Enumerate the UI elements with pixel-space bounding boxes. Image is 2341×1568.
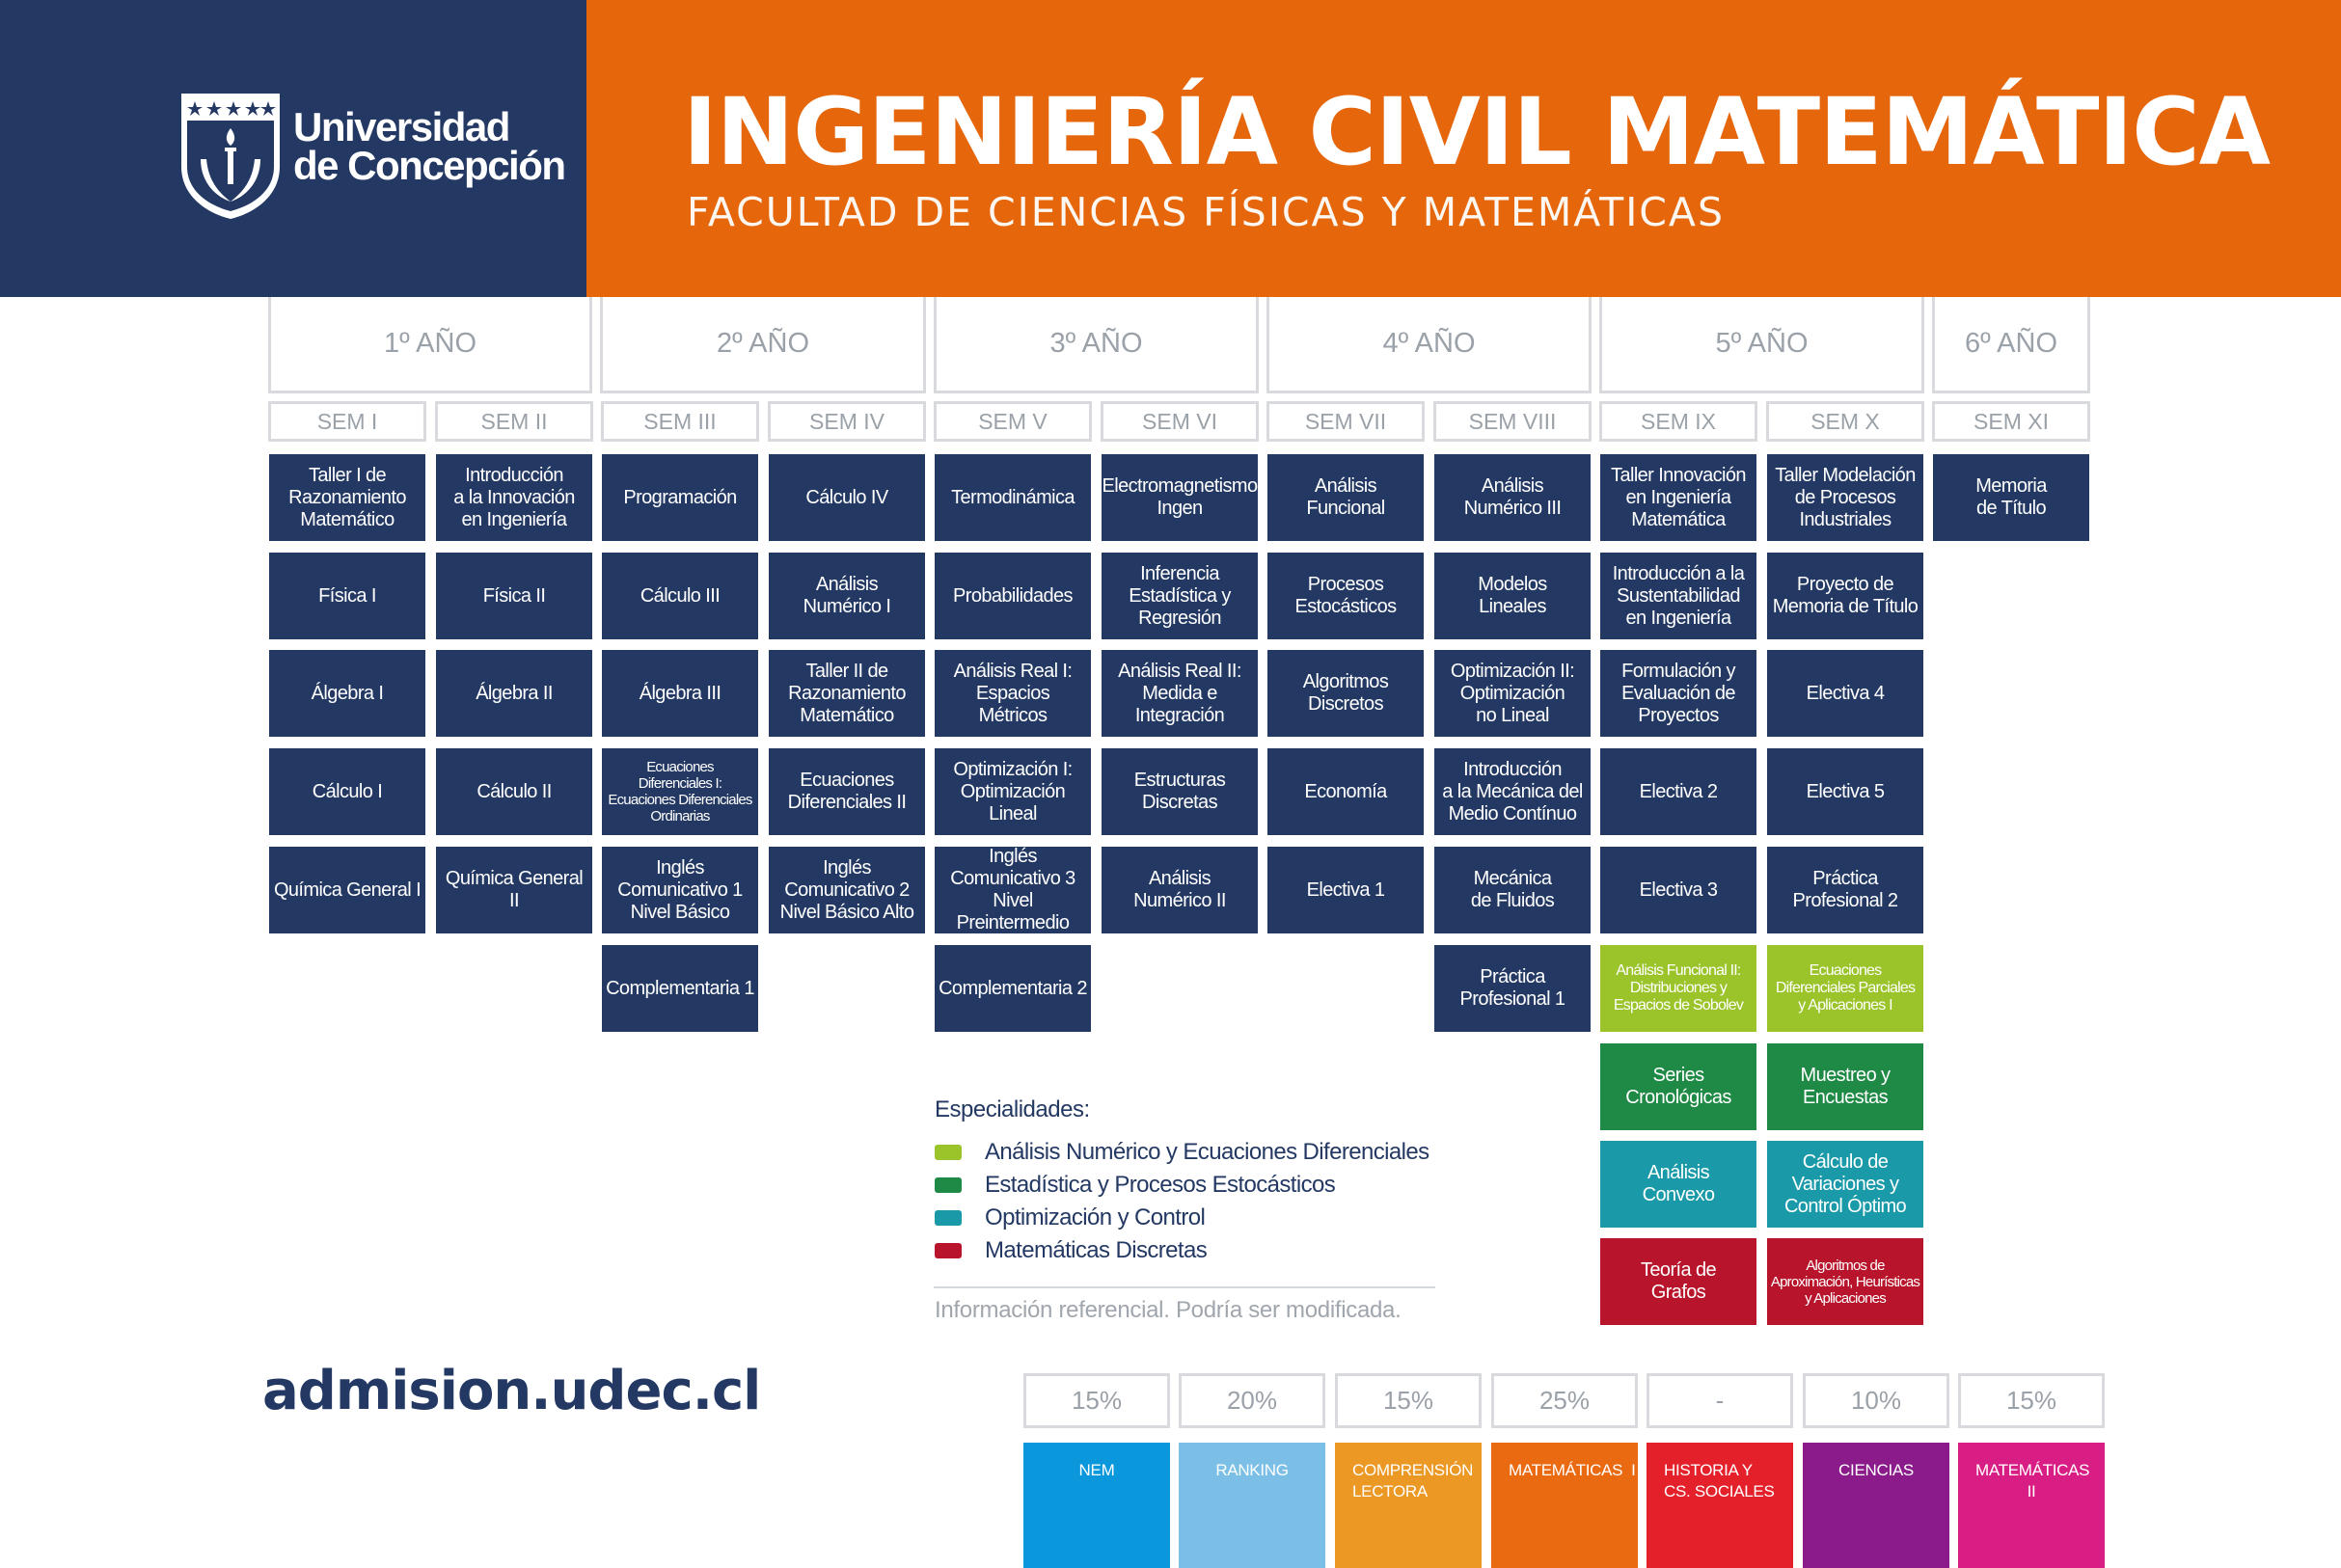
year-header: 4º AÑO [1266, 297, 1592, 393]
course-cell: Electromagnetismo Ingen [1102, 454, 1258, 541]
legend-label: Estadística y Procesos Estocásticos [985, 1172, 1336, 1198]
specialty-course-cell: Análisis Convexo [1600, 1141, 1756, 1228]
year-header: 5º AÑO [1599, 297, 1924, 393]
university-logo-text [293, 104, 565, 188]
semester-header: SEM VII [1266, 401, 1425, 442]
year-header: 2º AÑO [600, 297, 926, 393]
year-header: 3º AÑO [934, 297, 1259, 393]
course-cell: Electiva 3 [1600, 847, 1756, 933]
semester-header: SEM VI [1101, 401, 1259, 442]
weight-percent: 20% [1179, 1373, 1325, 1428]
course-cell: Álgebra III [602, 650, 758, 737]
course-cell: Análisis Numérico III [1434, 454, 1591, 541]
specialty-course-cell: Muestreo y Encuestas [1767, 1043, 1923, 1130]
course-cell: Complementaria 1 [602, 945, 758, 1032]
course-cell: Análisis Real I: Espacios Métricos [935, 650, 1091, 737]
course-cell: Cálculo III [602, 553, 758, 639]
course-cell: Formulación y Evaluación de Proyectos [1600, 650, 1756, 737]
weight-percent: 10% [1803, 1373, 1949, 1428]
course-cell: Cálculo I [269, 748, 425, 835]
weight-category-ranking: RANKING [1179, 1443, 1325, 1568]
program-title: INGENIERÍA CIVIL MATEMÁTICA [683, 78, 2270, 186]
semester-header: SEM III [601, 401, 759, 442]
course-cell: Análisis Funcional [1267, 454, 1424, 541]
course-cell: Procesos Estocásticos [1267, 553, 1424, 639]
legend-label: Optimización y Control [985, 1204, 1206, 1230]
specialty-course-cell: Algoritmos de Aproximación, Heurísticas y Aplicaciones [1767, 1238, 1923, 1325]
course-cell: Inferencia Estadística y Regresión [1102, 553, 1258, 639]
university-shield-logo [179, 92, 282, 221]
course-cell: Complementaria 2 [935, 945, 1091, 1032]
course-cell: Análisis Real II: Medida e Integración [1102, 650, 1258, 737]
course-cell: Introducción a la Mecánica del Medio Contínuo [1434, 748, 1591, 835]
course-cell: Taller I de Razonamiento Matemático [269, 454, 425, 541]
legend-item [935, 1138, 1429, 1167]
legend-divider [934, 1286, 1435, 1288]
course-cell: Taller Modelación de Procesos Industriales [1767, 454, 1923, 541]
semester-header: SEM VIII [1433, 401, 1592, 442]
course-cell: Cálculo II [436, 748, 592, 835]
weight-percent: 15% [1023, 1373, 1170, 1428]
course-cell: Electiva 4 [1767, 650, 1923, 737]
course-cell: Probabilidades [935, 553, 1091, 639]
course-cell: Proyecto de Memoria de Título [1767, 553, 1923, 639]
weight-category-ciencias: CIENCIAS [1803, 1443, 1949, 1568]
specialty-course-cell: Ecuaciones Diferenciales Parciales y Aplicaciones I [1767, 945, 1923, 1032]
semester-header: SEM I [268, 401, 426, 442]
semester-header: SEM IV [768, 401, 926, 442]
semester-header: SEM II [435, 401, 593, 442]
faculty-subtitle: FACULTAD DE CIENCIAS FÍSICAS Y MATEMÁTICAS [687, 189, 1725, 235]
course-cell: Práctica Profesional 1 [1434, 945, 1591, 1032]
course-cell: Algoritmos Discretos [1267, 650, 1424, 737]
logo-line-2: de Concepción [293, 143, 565, 188]
course-cell: Física II [436, 553, 592, 639]
legend-item [935, 1203, 1205, 1232]
course-cell: Introducción a la Innovación en Ingeniería [436, 454, 592, 541]
legend-swatch [935, 1145, 962, 1160]
year-header: 6º AÑO [1932, 297, 2090, 393]
course-cell: Taller II de Razonamiento Matemático [769, 650, 925, 737]
course-cell: Física I [269, 553, 425, 639]
course-cell: Introducción a la Sustentabilidad en Ingeniería [1600, 553, 1756, 639]
legend-item [935, 1236, 1207, 1265]
specialty-course-cell: Teoría de Grafos [1600, 1238, 1756, 1325]
course-cell: Álgebra I [269, 650, 425, 737]
course-cell: Análisis Numérico II [1102, 847, 1258, 933]
course-cell: Análisis Numérico I [769, 553, 925, 639]
weight-percent: - [1647, 1373, 1793, 1428]
course-cell: Memoria de Título [1933, 454, 2089, 541]
legend-label: Matemáticas Discretas [985, 1237, 1208, 1263]
course-cell: Estructuras Discretas [1102, 748, 1258, 835]
semester-header: SEM V [934, 401, 1092, 442]
legend-title: Especialidades: [935, 1096, 1090, 1122]
course-cell: Ecuaciones Diferenciales I: Ecuaciones Diferenciales Ordinarias [602, 748, 758, 835]
weight-category-matematicas-2: MATEMÁTICAS II [1958, 1443, 2105, 1568]
course-cell: Cálculo IV [769, 454, 925, 541]
course-cell: Inglés Comunicativo 1 Nivel Básico [602, 847, 758, 933]
course-cell: Modelos Lineales [1434, 553, 1591, 639]
semester-header: SEM X [1766, 401, 1924, 442]
semester-header: SEM IX [1599, 401, 1757, 442]
course-cell: Termodinámica [935, 454, 1091, 541]
course-cell: Ecuaciones Diferenciales II [769, 748, 925, 835]
logo-line-1: Universidad [293, 104, 509, 149]
weight-category-historia: HISTORIA Y CS. SOCIALES [1647, 1443, 1793, 1568]
course-cell: Optimización I: Optimización Lineal [935, 748, 1091, 835]
weight-category-matematicas-1: MATEMÁTICAS I [1491, 1443, 1638, 1568]
course-cell: Química General I [269, 847, 425, 933]
course-cell: Optimización II: Optimización no Lineal [1434, 650, 1591, 737]
specialty-course-cell: Series Cronológicas [1600, 1043, 1756, 1130]
weight-percent: 15% [1335, 1373, 1482, 1428]
course-cell: Práctica Profesional 2 [1767, 847, 1923, 933]
weight-percent: 15% [1958, 1373, 2105, 1428]
course-cell: Taller Innovación en Ingeniería Matemática [1600, 454, 1756, 541]
course-cell: Álgebra II [436, 650, 592, 737]
course-cell: Inglés Comunicativo 2 Nivel Básico Alto [769, 847, 925, 933]
course-cell: Electiva 2 [1600, 748, 1756, 835]
legend-swatch [935, 1177, 962, 1193]
course-cell: Inglés Comunicativo 3 Nivel Preintermedio [935, 847, 1091, 933]
legend-label: Análisis Numérico y Ecuaciones Diferenciales [985, 1139, 1429, 1165]
course-cell: Programación [602, 454, 758, 541]
semester-header: SEM XI [1932, 401, 2090, 442]
disclaimer-text: Información referencial. Podría ser modificada. [935, 1297, 1402, 1323]
admission-website-link[interactable]: admision.udec.cl [262, 1360, 761, 1422]
course-cell: Electiva 5 [1767, 748, 1923, 835]
year-header: 1º AÑO [268, 297, 592, 393]
course-cell: Mecánica de Fluidos [1434, 847, 1591, 933]
legend-swatch [935, 1210, 962, 1226]
course-cell: Electiva 1 [1267, 847, 1424, 933]
course-cell: Economía [1267, 748, 1424, 835]
weight-percent: 25% [1491, 1373, 1638, 1428]
legend-swatch [935, 1243, 962, 1258]
weight-category-nem: NEM [1023, 1443, 1170, 1568]
legend-item [935, 1171, 1335, 1200]
weight-category-comprension-lectora: COMPRENSIÓN LECTORA [1335, 1443, 1482, 1568]
specialty-course-cell: Cálculo de Variaciones y Control Óptimo [1767, 1141, 1923, 1228]
specialty-course-cell: Análisis Funcional II: Distribuciones y Espacios de Sobolev [1600, 945, 1756, 1032]
course-cell: Química General II [436, 847, 592, 933]
